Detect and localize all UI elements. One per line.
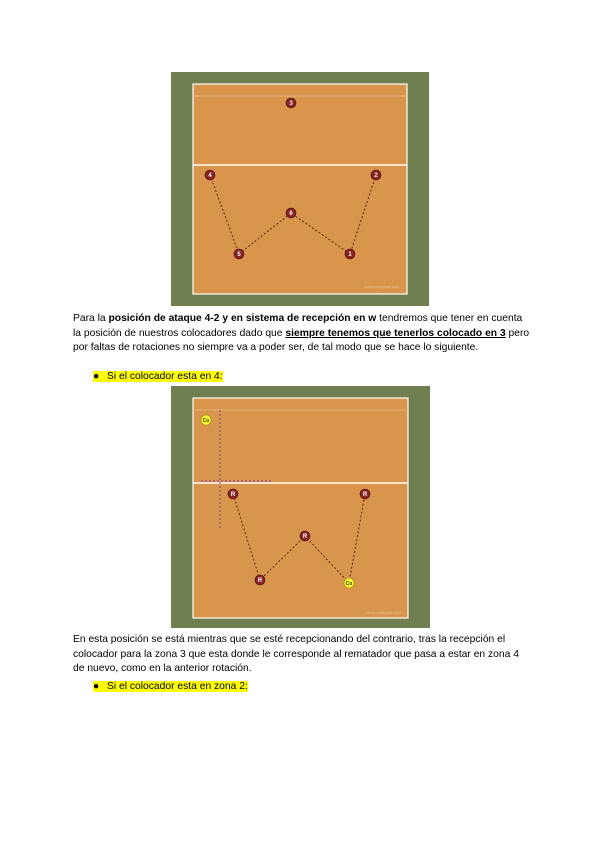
bullet-1-highlight bbox=[93, 371, 223, 382]
para1-text-1: Para la bbox=[73, 313, 109, 324]
bullet-dot-icon: ● bbox=[93, 681, 100, 692]
court-1-svg bbox=[171, 72, 429, 306]
court-1-player-1-label: 3 bbox=[289, 101, 293, 107]
court-diagram-2 bbox=[171, 386, 430, 628]
court-2-player-5-label: R bbox=[257, 578, 263, 584]
paragraph-2: En esta posición se está mientras que se esté recepcionando del contrario, tras la recepción el colocador para la zona 3 que esta donde le corresponde al rematador que pasa a estar en zona 4 de nuevo, como en la anterior rotación. bbox=[73, 634, 519, 675]
paragraph-1 bbox=[73, 312, 533, 356]
court-2-player-1-label: Co bbox=[202, 418, 210, 424]
court-2-player-4-label: R bbox=[302, 534, 308, 540]
court-2-player-2-label: R bbox=[230, 492, 236, 498]
bullet-2-highlight bbox=[93, 681, 248, 692]
court-1-player-5-label: 5 bbox=[237, 252, 241, 258]
court-2-floor bbox=[193, 398, 408, 618]
court-2-player-3-label: R bbox=[362, 492, 368, 498]
court-1-player-6-label: 1 bbox=[348, 252, 352, 258]
court-1-player-3-label: 2 bbox=[374, 173, 378, 179]
court-2-svg bbox=[171, 386, 430, 628]
bullet-1-text: Si el colocador esta en 4: bbox=[107, 371, 223, 382]
court-1-player-2-label: 4 bbox=[208, 173, 212, 179]
bullet-2 bbox=[93, 680, 248, 693]
court-1-player-4-label: 6 bbox=[289, 211, 293, 217]
court-1-floor bbox=[193, 84, 407, 294]
para1-text-3: pero por faltas de rotaciones no siempre va a poder ser, de tal modo que se hace lo siguiente. bbox=[73, 327, 530, 354]
para1-bold-1: posición de ataque 4-2 y en sistema de recepción en w bbox=[108, 313, 377, 324]
bullet-1 bbox=[93, 370, 223, 383]
court-2-watermark: www.volleyball.com bbox=[366, 610, 401, 615]
bullet-dot-icon: ● bbox=[93, 371, 100, 382]
court-diagram-1 bbox=[171, 72, 429, 306]
bullet-2-text: Si el colocador esta en zona 2: bbox=[107, 681, 248, 692]
para1-text-2: tendremos que tener en cuenta la posición de nuestros colocadores dado que bbox=[73, 313, 523, 339]
para1-bold-underline: siempre tenemos que tenerlos colocado en 3 bbox=[285, 327, 506, 339]
court-2-player-6-label: Co bbox=[345, 581, 353, 587]
court-1-watermark: www.volleyball.com bbox=[364, 284, 399, 289]
